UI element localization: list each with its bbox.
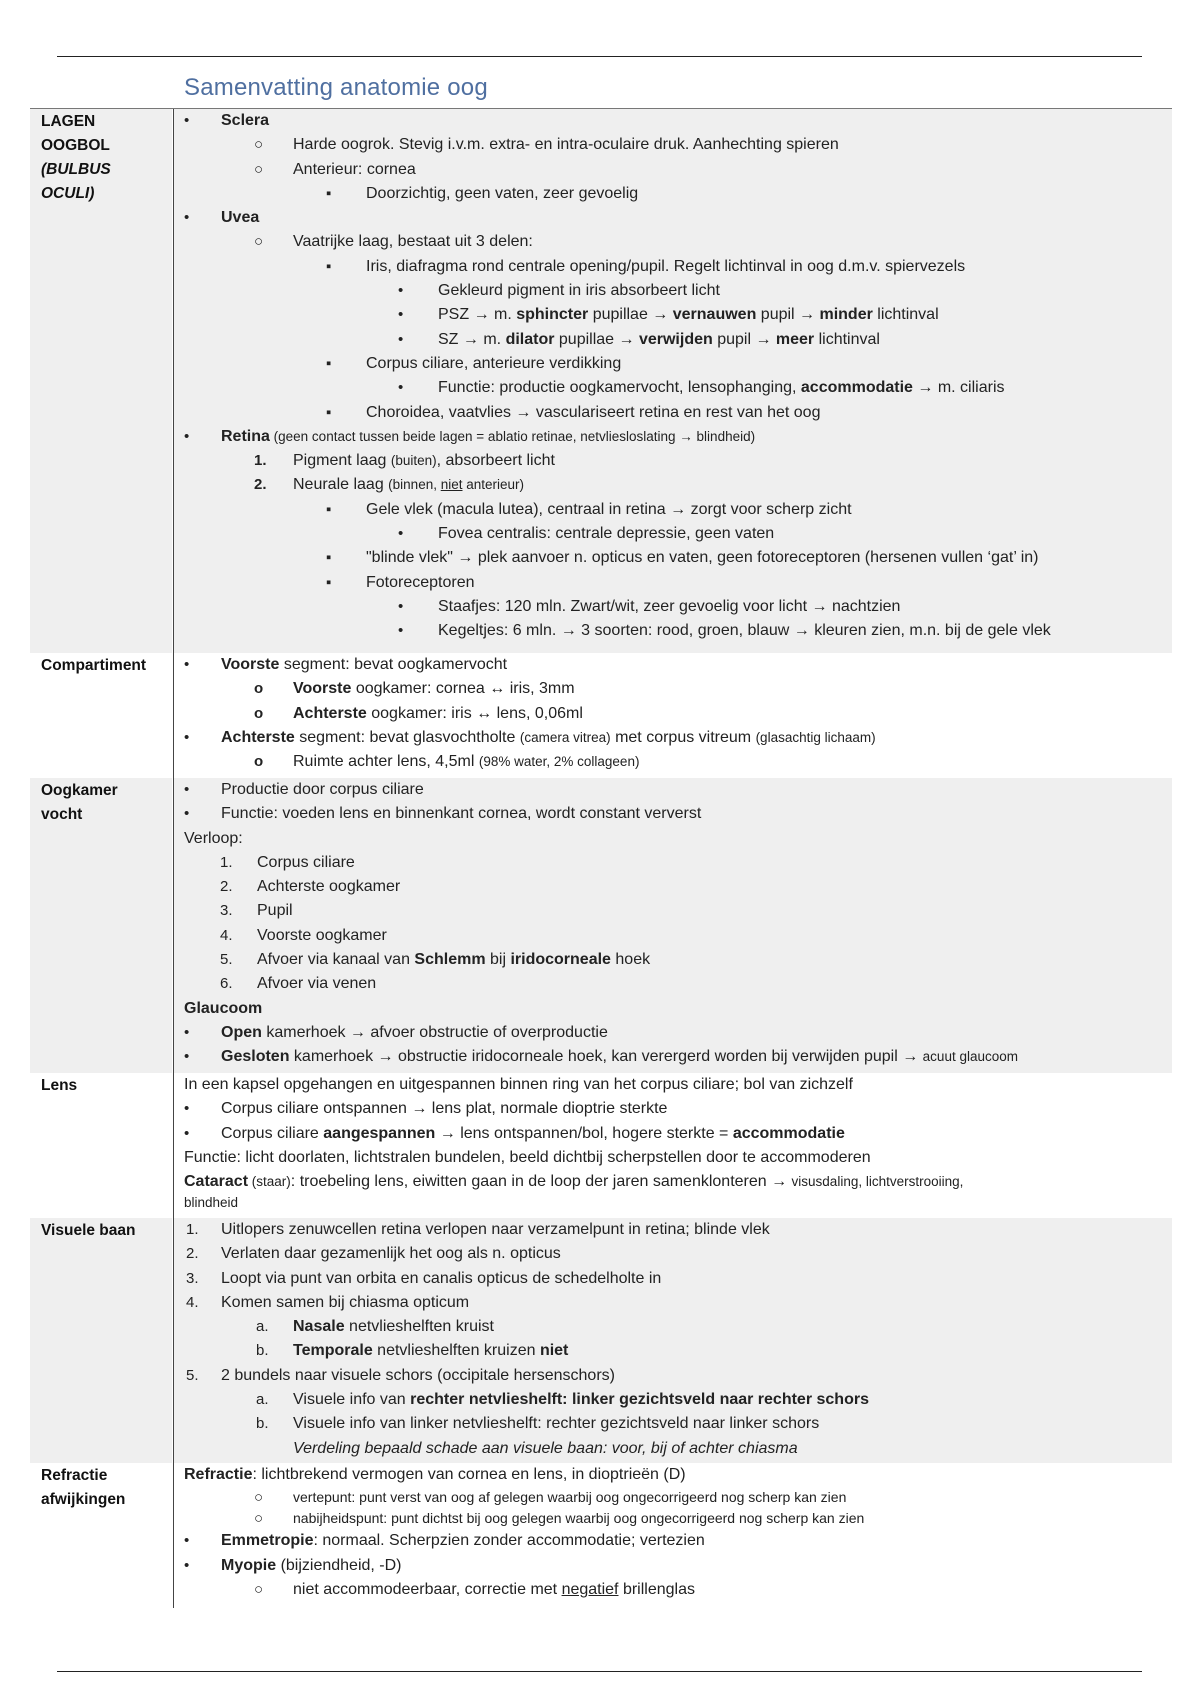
list-item xyxy=(184,1463,1172,1487)
list-item xyxy=(184,1291,1172,1315)
item-text: iridocorneale xyxy=(510,951,611,969)
list-number: 4. xyxy=(220,926,233,944)
list-item xyxy=(184,1388,1172,1412)
list-item xyxy=(184,948,1172,972)
label-line: Refractie xyxy=(41,1467,108,1484)
list-item xyxy=(184,1315,1172,1339)
item-text: Iris, diafragma rond centrale opening/pupil. Regelt lichtinval in oog d.m.v. spiervezels xyxy=(366,257,966,275)
list-number: 1. xyxy=(220,853,233,871)
item-text: kamerhoek → afvoer obstructie of overproductie xyxy=(261,1023,608,1041)
item-text: Staafjes: 120 mln. Zwart/wit, zeer gevoelig voor licht → nachtzien xyxy=(438,597,901,615)
item-text: Corpus ciliare, anterieure verdikking xyxy=(366,354,622,372)
list-item xyxy=(184,677,1172,701)
bullet-icon: • xyxy=(398,282,404,300)
label-line: afwijkingen xyxy=(41,1491,126,1508)
list-letter: a. xyxy=(256,1318,269,1336)
list-number: 5. xyxy=(220,951,233,969)
item-text: bij xyxy=(485,951,511,969)
item-note: (buiten) xyxy=(390,453,437,469)
list-number: 3. xyxy=(220,902,233,920)
bullet-icon: • xyxy=(184,656,190,673)
list-item xyxy=(184,750,1172,774)
circle-bullet-icon: o xyxy=(254,753,264,771)
list-number: 6. xyxy=(220,975,233,993)
list-item xyxy=(184,571,1172,595)
list-item xyxy=(184,1122,1172,1146)
item-text: In een kapsel opgehangen en uitgespannen binnen ring van het corpus ciliare; bol van zichzelf xyxy=(184,1076,853,1093)
item-text: segment: bevat glasvochtholte xyxy=(294,728,520,746)
list-item xyxy=(184,1339,1172,1363)
list-letter: b. xyxy=(256,1415,269,1433)
square-bullet-icon: ▪ xyxy=(326,403,332,421)
item-text: Corpus ciliare ontspannen → lens plat, normale dioptrie sterkte xyxy=(221,1100,668,1118)
item-note: (staar) xyxy=(248,1174,291,1190)
list-number: 2. xyxy=(220,878,233,896)
row-label xyxy=(30,778,172,1073)
row-refractie xyxy=(30,1463,1172,1608)
item-note: anterieur) xyxy=(462,477,525,493)
item-text: Myopie xyxy=(221,1556,277,1574)
bullet-icon: • xyxy=(184,1124,190,1142)
item-note: blindheid xyxy=(184,1195,239,1211)
label-line: LAGEN xyxy=(41,113,96,130)
item-text: sphincter xyxy=(516,306,589,324)
item-text: Loopt via punt van orbita en canalis opticus de schedelholte in xyxy=(221,1269,662,1287)
list-item xyxy=(184,279,1172,303)
label-line: Lens xyxy=(41,1077,78,1094)
bullet-icon: • xyxy=(398,525,404,543)
bullet-icon: • xyxy=(184,805,190,823)
bullet-icon: • xyxy=(398,330,404,348)
label-line: OCULI) xyxy=(41,185,95,202)
bullet-icon: • xyxy=(398,306,404,324)
bullet-icon: • xyxy=(184,1023,190,1041)
item-text: pupil → xyxy=(712,330,776,348)
item-text: Schlemm xyxy=(414,951,486,969)
list-item xyxy=(184,546,1172,570)
list-item xyxy=(184,851,1172,875)
item-text: accommodatie xyxy=(800,379,913,397)
item-text: "blinde vlek" → plek aanvoer n. opticus en vaten, geen fotoreceptoren (hersenen vullen ‘gat’ in) xyxy=(366,549,1039,567)
bullet-icon: • xyxy=(184,728,190,746)
item-text: negatief xyxy=(561,1580,619,1598)
list-item xyxy=(184,1170,1172,1194)
item-text: vernauwen xyxy=(672,306,757,324)
list-item xyxy=(184,206,1172,230)
item-text: vertepunt: punt verst van oog af gelegen waarbij oog ongecorrigeerd nog scherp kan zien xyxy=(293,1489,847,1506)
item-text: lichtinval xyxy=(814,330,880,348)
item-note: (binnen, xyxy=(388,477,441,493)
row-lens xyxy=(30,1073,1172,1218)
item-text: Temporale xyxy=(293,1342,373,1360)
bullet-icon: • xyxy=(398,622,404,640)
bullet-icon: • xyxy=(184,1556,190,1574)
item-text: brillenglas xyxy=(618,1580,695,1598)
label-line: OOGBOL xyxy=(41,137,110,154)
item-text: Komen samen bij chiasma opticum xyxy=(221,1293,470,1311)
label-line: Oogkamer xyxy=(41,782,118,799)
list-item xyxy=(184,109,1172,133)
circle-bullet-icon: ○ xyxy=(254,136,264,154)
item-text: Afvoer via venen xyxy=(257,975,377,993)
square-bullet-icon: ▪ xyxy=(326,573,332,591)
item-text: Afvoer via kanaal van xyxy=(257,951,415,969)
item-text: dilator xyxy=(505,330,555,348)
item-text: Verlaten daar gezamenlijk het oog als n. opticus xyxy=(221,1245,561,1263)
item-text: netvlieshelften kruist xyxy=(344,1318,494,1336)
item-text: Fovea centralis: centrale depressie, geen vaten xyxy=(438,525,775,543)
item-text: met corpus vitreum xyxy=(610,728,756,746)
item-note: niet xyxy=(440,477,463,493)
circle-bullet-icon: ○ xyxy=(254,160,264,178)
item-text: Neurale laag xyxy=(293,476,389,494)
list-item xyxy=(184,1437,1172,1461)
list-item xyxy=(184,778,1172,802)
square-bullet-icon: ▪ xyxy=(326,257,332,275)
row-content xyxy=(173,1073,1172,1218)
circle-bullet-icon: o xyxy=(254,704,264,722)
label-line: Visuele baan xyxy=(41,1222,136,1239)
item-text: Vaatrijke laag, bestaat uit 3 delen: xyxy=(293,233,533,251)
list-letter: b. xyxy=(256,1342,269,1360)
list-number: 2. xyxy=(186,1245,199,1263)
item-text: Visuele info van linker netvlieshelft: rechter gezichtsveld naar linker schors xyxy=(293,1415,820,1433)
list-item xyxy=(184,1508,1172,1529)
list-letter: a. xyxy=(256,1391,269,1409)
row-content xyxy=(173,1218,1172,1463)
label-line: (BULBUS xyxy=(41,161,111,178)
list-item xyxy=(184,1578,1172,1602)
item-text: Harde oogrok. Stevig i.v.m. extra- en intra-oculaire druk. Aanhechting spieren xyxy=(293,136,839,154)
item-text: : lichtbrekend vermogen van cornea en lens, in dioptrieën (D) xyxy=(252,1466,686,1483)
item-text: kamerhoek → obstructie iridocorneale hoek, kan verergerd worden bij verwijden pupil → xyxy=(289,1048,923,1066)
item-text: Sclera xyxy=(221,112,270,129)
square-bullet-icon: ▪ xyxy=(326,184,332,202)
item-note: acuut glaucoom xyxy=(922,1049,1018,1065)
list-item xyxy=(184,972,1172,996)
list-number: 4. xyxy=(186,1293,199,1311)
top-rule xyxy=(57,56,1142,57)
item-text: accommodatie xyxy=(732,1124,845,1142)
item-text: Doorzichtig, geen vaten, zeer gevoelig xyxy=(366,184,639,202)
item-note: (98% water, 2% collageen) xyxy=(478,754,640,770)
page-title: Samenvatting anatomie oog xyxy=(184,74,488,101)
item-text: lichtinval xyxy=(872,306,939,324)
list-number: 1. xyxy=(254,452,267,470)
bottom-rule xyxy=(57,1671,1142,1672)
row-label xyxy=(30,1073,172,1218)
list-item xyxy=(184,498,1172,522)
bullet-icon: • xyxy=(184,112,190,129)
item-text: : troebeling lens, eiwitten gaan in de loop der jaren samenklonteren → xyxy=(290,1173,792,1191)
summary-table xyxy=(30,108,1172,1608)
item-text: verwijden xyxy=(638,330,713,348)
item-text: Uitlopers zenuwcellen retina verlopen naar verzamelpunt in retina; blinde vlek xyxy=(221,1221,770,1238)
item-text: Open xyxy=(221,1023,262,1041)
list-item xyxy=(184,1146,1172,1170)
list-item xyxy=(184,401,1172,425)
bullet-icon: • xyxy=(184,1048,190,1066)
item-text: : normaal. Scherpzien zonder accommodatie; vertezien xyxy=(313,1532,705,1550)
row-visuele-baan xyxy=(30,1218,1172,1463)
bullet-icon: • xyxy=(398,379,404,397)
list-item xyxy=(184,997,1172,1021)
bullet-icon: • xyxy=(398,597,404,615)
circle-bullet-icon: ○ xyxy=(254,1510,264,1528)
item-text: Achterste xyxy=(221,728,295,746)
list-item xyxy=(184,328,1172,352)
item-text: Visuele info van xyxy=(293,1391,411,1409)
list-item xyxy=(184,1045,1172,1069)
list-item xyxy=(184,802,1172,826)
item-text: pupillae → xyxy=(588,306,673,324)
list-item xyxy=(184,1487,1172,1508)
item-text: Ruimte achter lens, 4,5ml xyxy=(293,753,479,771)
item-text: Gele vlek (macula lutea), centraal in retina → zorgt voor scherp zicht xyxy=(366,500,852,518)
item-note: (glasachtig lichaam) xyxy=(755,729,876,745)
item-text: Achterste xyxy=(293,704,367,722)
row-oogkamervocht xyxy=(30,778,1172,1073)
item-text: segment: bevat oogkamervocht xyxy=(279,656,508,673)
list-item xyxy=(184,899,1172,923)
item-text: → lens ontspannen/bol, hogere sterkte = xyxy=(435,1124,733,1142)
list-item xyxy=(184,1218,1172,1242)
item-text: 2 bundels naar visuele schors (occipitale hersenschors) xyxy=(221,1366,615,1384)
item-note: (geen contact tussen beide lagen = ablatio retinae, netvliesloslating → blindheid) xyxy=(269,428,756,444)
item-text: netvlieshelften kruizen xyxy=(372,1342,540,1360)
circle-bullet-icon: ○ xyxy=(254,1489,264,1507)
list-item xyxy=(184,449,1172,473)
bullet-icon: • xyxy=(184,781,190,798)
item-text: Kegeltjes: 6 mln. → 3 soorten: rood, groen, blauw → kleuren zien, m.n. bij de gele vlek xyxy=(438,622,1051,640)
item-text: pupillae → xyxy=(554,330,639,348)
item-text: Cataract xyxy=(184,1173,249,1191)
list-item xyxy=(184,1097,1172,1121)
item-text: Voorste xyxy=(221,656,280,673)
item-text: Voorste xyxy=(293,680,352,698)
square-bullet-icon: ▪ xyxy=(326,354,332,372)
list-item xyxy=(184,1554,1172,1578)
list-item xyxy=(184,158,1172,182)
item-text: Glaucoom xyxy=(184,999,263,1017)
list-item xyxy=(184,230,1172,254)
row-label xyxy=(30,1218,172,1463)
item-text: nabijheidspunt: punt dichtst bij oog gelegen waarbij oog ongecorrigeerd nog scherp kan zien xyxy=(293,1510,865,1527)
bullet-icon: • xyxy=(184,1100,190,1118)
row-content xyxy=(173,109,1172,653)
item-text: niet xyxy=(539,1342,569,1360)
list-item xyxy=(184,376,1172,400)
list-item xyxy=(184,653,1172,677)
circle-bullet-icon: ○ xyxy=(254,1580,264,1598)
item-text: hoek xyxy=(610,951,651,969)
item-text: PSZ → m. xyxy=(438,306,517,324)
label-line: Compartiment xyxy=(41,657,147,674)
item-text: Nasale xyxy=(293,1318,345,1336)
list-item xyxy=(184,875,1172,899)
item-text: Voorste oogkamer xyxy=(257,926,387,944)
row-label xyxy=(30,1463,172,1608)
list-item xyxy=(184,924,1172,948)
item-text: Fotoreceptoren xyxy=(366,573,475,591)
row-label xyxy=(30,109,172,653)
square-bullet-icon: ▪ xyxy=(326,500,332,518)
list-item xyxy=(184,352,1172,376)
list-item xyxy=(184,1194,1172,1212)
item-text: Functie: productie oogkamervocht, lensophanging, xyxy=(438,379,801,397)
list-item xyxy=(184,303,1172,327)
bullet-icon: • xyxy=(184,1532,190,1550)
item-text: Choroidea, vaatvlies → vasculariseert retina en rest van het oog xyxy=(366,403,821,421)
item-text: Corpus ciliare xyxy=(257,853,355,871)
list-item xyxy=(184,619,1172,643)
item-text: Productie door corpus ciliare xyxy=(221,781,424,798)
row-content xyxy=(173,653,1172,778)
label-line: vocht xyxy=(41,806,83,823)
list-item xyxy=(184,595,1172,619)
item-text: meer xyxy=(775,330,815,348)
list-item xyxy=(184,1529,1172,1553)
item-text: niet accommodeerbaar, correctie met xyxy=(293,1580,562,1598)
list-item xyxy=(184,1412,1172,1436)
bullet-icon: • xyxy=(184,427,190,445)
row-content xyxy=(173,1463,1172,1608)
item-text: oogkamer: iris ↔ lens, 0,06ml xyxy=(366,704,583,722)
list-item xyxy=(184,1073,1172,1097)
item-text: rechter netvlieshelft: linker gezichtsveld naar rechter schors xyxy=(410,1391,869,1409)
list-item xyxy=(184,1021,1172,1045)
item-text: Corpus ciliare xyxy=(221,1124,324,1142)
list-number: 5. xyxy=(186,1366,199,1384)
list-item xyxy=(184,702,1172,726)
item-text: Pupil xyxy=(257,902,293,920)
list-item xyxy=(184,1242,1172,1266)
item-text: Verdeling bepaald schade aan visuele baan: voor, bij of achter chiasma xyxy=(293,1439,798,1457)
bullet-icon: • xyxy=(184,209,190,227)
square-bullet-icon: ▪ xyxy=(326,549,332,567)
circle-bullet-icon: ○ xyxy=(254,233,264,251)
row-compartiment xyxy=(30,653,1172,778)
item-text: → m. ciliaris xyxy=(912,379,1005,397)
item-text: Functie: licht doorlaten, lichtstralen bundelen, beeld dichtbij scherpstellen door te accommoderen xyxy=(184,1148,871,1166)
row-lagen-oogbol xyxy=(30,109,1172,653)
row-content xyxy=(173,778,1172,1073)
item-text: Verloop: xyxy=(184,829,243,847)
verloop-steps xyxy=(184,851,1172,948)
item-text: SZ → m. xyxy=(438,330,506,348)
item-text: Functie: voeden lens en binnenkant cornea, wordt constant ververst xyxy=(221,805,702,823)
item-text: Emmetropie xyxy=(221,1532,314,1550)
circle-bullet-icon: o xyxy=(254,680,264,698)
item-text: Achterste oogkamer xyxy=(257,878,401,896)
item-text: oogkamer: cornea ↔ iris, 3mm xyxy=(351,680,575,698)
item-text: Pigment laag xyxy=(293,452,391,470)
list-number: 2. xyxy=(254,476,267,494)
list-number: 1. xyxy=(186,1221,199,1238)
item-note: visusdaling, lichtverstrooiing, xyxy=(791,1174,964,1190)
item-text: , absorbeert licht xyxy=(436,452,555,470)
item-text: Retina xyxy=(221,427,270,445)
item-text: pupil → xyxy=(756,306,820,324)
item-text: (bijziendheid, -D) xyxy=(276,1556,402,1574)
list-item xyxy=(184,522,1172,546)
list-item xyxy=(184,133,1172,157)
list-number: 3. xyxy=(186,1269,199,1287)
item-text: Gesloten xyxy=(221,1048,290,1066)
item-note: (camera vitrea) xyxy=(519,729,611,745)
list-item xyxy=(184,473,1172,497)
row-label xyxy=(30,653,172,778)
list-item xyxy=(184,425,1172,449)
list-item xyxy=(184,1364,1172,1388)
item-text: Anterieur: cornea xyxy=(293,160,416,178)
list-item xyxy=(184,827,1172,851)
item-text: Uvea xyxy=(221,209,260,227)
item-text: Gekleurd pigment in iris absorbeert licht xyxy=(438,282,720,300)
list-item xyxy=(184,726,1172,750)
list-item xyxy=(184,1267,1172,1291)
list-item xyxy=(184,255,1172,279)
item-text: minder xyxy=(819,306,873,324)
list-item xyxy=(184,182,1172,206)
item-text: Refractie xyxy=(184,1466,253,1483)
item-text: aangespannen xyxy=(323,1124,436,1142)
